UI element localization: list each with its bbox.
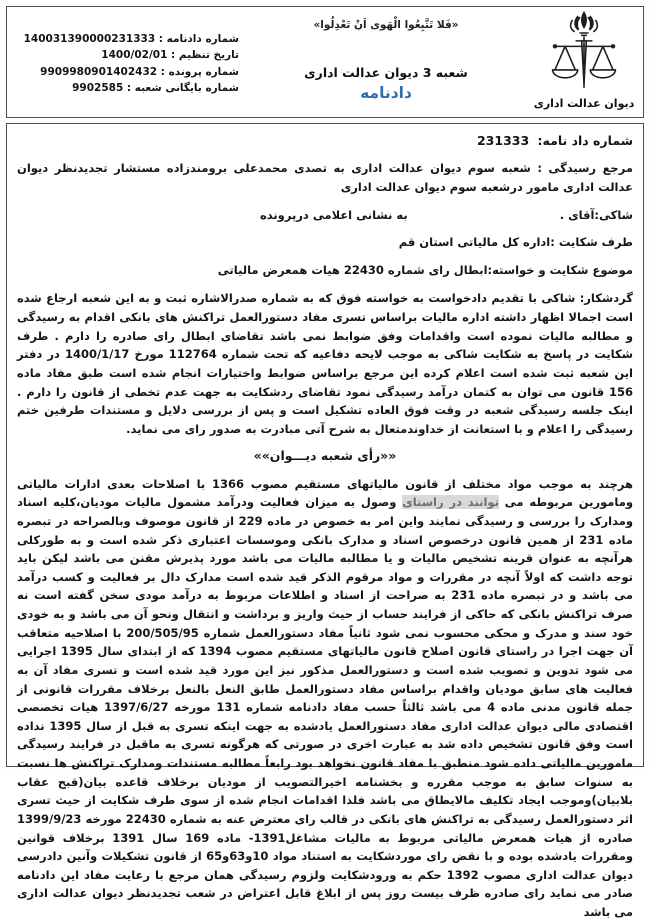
judgment-number-field bbox=[7, 31, 239, 47]
case-number-value: 231333 bbox=[476, 133, 530, 148]
verdict-text bbox=[17, 475, 633, 922]
verdict-heading: ««رأی شعبه دیـــوان»» bbox=[253, 448, 397, 464]
judgment-number-label: شماره دادنامه bbox=[166, 33, 239, 45]
issue-date-value: 1400/02/01 bbox=[101, 49, 168, 62]
issue-date-label: تاریخ تنظیم bbox=[178, 49, 239, 62]
case-file-number-label: شماره پرونده bbox=[168, 65, 239, 78]
document-header bbox=[6, 6, 644, 118]
scales-of-justice-icon bbox=[536, 11, 632, 99]
judgment-body bbox=[6, 123, 644, 919]
hearing-authority: مرجع رسیدگی : شعبه سوم دیوان عدالت اداری به تصدی محمدعلی برومندزاده مستشار تجدیدنظر دیوان عدالت اداری مامور درشعبه سوم دیوان عدالت اداری bbox=[17, 161, 633, 194]
header-number-block bbox=[7, 7, 247, 117]
proceedings-summary: گردشکار: شاکی با تقدیم دادخواست به خواسته فوق که به شماره صدرالاشاره ثبت و به این شعبه ارجاع شده است اجمالا اظهار داشته اداره مالیات براساس تسری مفاد دستورالعمل تراکنش های بانکی اقدام به رسیدگی و مطالبه مالیات نموده است واقدامات وفق ضوابط نمی باشد تقاضای ابطال رای صادره را دارم . طرف شکایت در پاسخ به شکایت شاکی به موجب لایحه دفاعیه که تحت شماره 112764 مورخ 1400/1/17 در دفتر این شعبه ثبت شده است اعلام کرده این مرجع براساس ضوابط واختیارات انجام شده است طبق مفاد ماده 156 قانون می توان به کتمان درآمد رسیدگی نمود تقاضای ردشکایت به جهت عدم تخطی از قانون را دارم . اینک جلسه رسیدگی شعبه در وقت فوق العاده تشکیل است و پس از بررسی دلایل و مستندات طرفین ختم رسیدگی را اعلام و با استعانت از خداوندمتعال به شرح آتی مبادرت به صدور رای می نماید. bbox=[17, 291, 634, 436]
complaint-subject: موضوع شکایت و خواسته:ابطال رای شماره 22430 هیات همعرض مالیاتی bbox=[217, 262, 633, 277]
judgment-number-value: 140031390000231333 bbox=[23, 33, 156, 45]
branch-title: شعبه 3 دیوان عدالت اداری bbox=[304, 65, 468, 80]
header-center bbox=[247, 7, 525, 117]
separator: : bbox=[167, 49, 179, 62]
verdict-text-part2: وصول به میزان فعالیت ودرآمد مشمول مالیات مودیان،کلیه اسناد ومدارک را بررسی و رسیدگی نمایند واین امر به خصوص در ماده 229 از قانون موصوف وبالصراحه در تبصره ماده 231 از همین قانون درخصوص اسناد و مدارک بانکی وموسسات اعتباری ذکر شده است و به طورکلی هرآنچه به عنوان قرینه تشخیص مالیات و یا مطالبه مالیات می باشد مورد پذیرش مقنن می باشد لیکن باید توجه داشت که اولاً آنچه در مقررات و مواد مرقوم الذکر قید شده است مدارک دال بر فعالیت و کسب درآمد می باشد و در تبصره ماده 231 به صراحت از اسناد و اطلاعات مربوط به درآمد مودی سخن گفته است نه صرف تراکنش بانکی که حاکی از فرایند حساب از حیث واریز و برداشت و انتقال ونحو آن می باشد و به خودی خود سند و مدرک و محکی محسوب نمی شود ثانیاً مفاد دستورالعمل شماره 200/505/95 با اصلاحیه متعاقب آن جهت اجرا در راستای قانون اصلاح قانون مالیاتهای مستقیم مصوب 1394 که از ابتدای سال 1395 اجرایی می شود تدوین و تصویب شده است و دستورالعمل مذکور نیز این مورد قید شده است و تسری مفاد آن به فعالیت های سابق مودیان واقدام براساس مفاد دستورالعمل طابق النعل بالنعل برخلاف مقررات قانونی از جمله قانون مدنی ماده 4 می باشد ثالثاً حسب مفاد دادنامه شماره 131 مورخه 1397/6/27 هیات تخصصی اقتصادی مالی دیوان عدالت اداری مفاد دستورالعمل یادشده به جهت اینکه تسری به قبل از سال 1395 نداده است وفق قانون تشخیص داده شد به عبارت اخری در صورتی که هرگونه تسری به ماقبل در فرایند رسیدگی مامورین مالیاتی داده شود منطبق با مفاد قانون نخواهد بود رابعاً مطالبه مستندات ومدارک تراکنش ها نسبت به سنوات سابق به موجب مقرره و بخشنامه اخیرالتصویب از مودیان برخلاف قاعده بیان(قبح عقاب بلابیان)وموجب ایجاد تکلیف مالایطاق می باشد فلذا اقدامات انجام شده از سوی طرف شکایت از حیث تسری اثر دستورالعمل رسیدگی به تراکنش های بانکی در قالب رای معترض عنه به شماره 22430 مورخه 1399/9/23 صادره از هیات همعرض مالیاتی مربوط به مالیات مشاغل1391- ماده 169 سال 1391 برخلاف قوانین ومقررات یادشده بوده و با نقض رای موردشکایت به استناد مواد 10و63و65 از قانون تشکیلات وآنین دادرسی دیوان عدالت اداری مصوب 1392 حکم به ورودشکایت ولزوم رسیدگی همان مرجع با رعایت مفاد این دادنامه صادر می نماید رای صادره ظرف بیست روز پس از ابلاغ قابل اعتراض در شعب تجدیدنظر دیوان عدالت اداری می باشد bbox=[17, 495, 633, 919]
branch-archive-number-value: 9902585 bbox=[72, 81, 124, 94]
case-file-number-value: 9909980901402432 bbox=[40, 65, 158, 78]
defendant-line: طرف شکایت :اداره کل مالیاتی استان قم bbox=[398, 235, 633, 250]
case-number-line bbox=[17, 131, 633, 151]
separator: : bbox=[123, 81, 135, 94]
separator: : bbox=[157, 65, 169, 78]
verdict-text-part1: هرچند به موجب مواد مختلف از قانون مالیاتهای مستقیم مصوب 1366 با اصلاحات بعدی ادارات مالیاتی ومامورین مربوطه می bbox=[17, 476, 634, 510]
court-name-label: دیوان عدالت اداری bbox=[533, 97, 635, 110]
branch-archive-number-field bbox=[7, 80, 239, 96]
branch-archive-number-label: شماره بایگانی شعبه bbox=[134, 81, 239, 94]
separator: : bbox=[155, 33, 167, 45]
court-logo-block bbox=[525, 7, 643, 117]
document-type-title: دادنامه bbox=[360, 84, 412, 102]
plaintiff-address: به نشانی اعلامی درپرونده bbox=[259, 207, 408, 222]
plaintiff-line bbox=[17, 206, 633, 225]
verdict-watermarked-phrase: توانند در راستای bbox=[402, 495, 499, 510]
plaintiff-name: شاکی:آقای . bbox=[559, 207, 633, 222]
case-number-label: شماره داد نامه: bbox=[537, 133, 633, 148]
case-file-number-field bbox=[7, 64, 239, 80]
issue-date-field bbox=[7, 47, 239, 63]
quranic-verse: «فَلا تَتَّبِعُوا الْهَوی اَنْ تَعْدِلُوا» bbox=[313, 19, 459, 31]
